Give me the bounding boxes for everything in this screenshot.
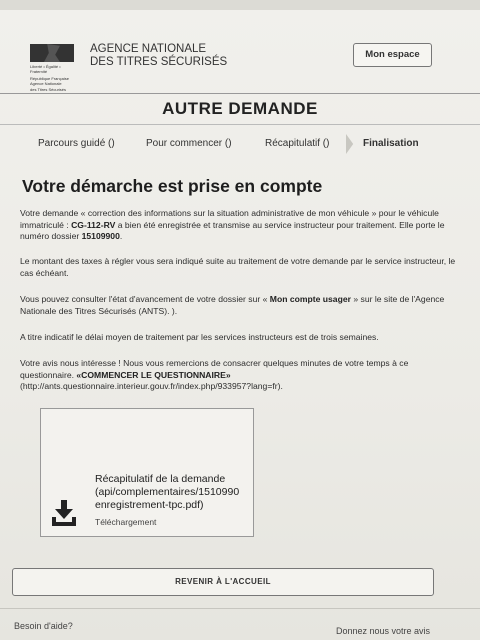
request-summary-paragraph bbox=[20, 208, 460, 243]
logo-org-line1: Agence Nationale bbox=[30, 81, 62, 86]
download-title-line3: enregistrement-tpc.pdf) bbox=[95, 499, 204, 511]
top-strip bbox=[0, 0, 480, 10]
download-card[interactable] bbox=[40, 408, 254, 537]
agency-name-line2: DES TITRES SÉCURISÉS bbox=[90, 56, 228, 68]
account-paragraph bbox=[20, 294, 460, 317]
download-title-line2: (api/complementaires/1510990 bbox=[95, 486, 240, 498]
confirmation-heading: Votre démarche est prise en compte bbox=[22, 176, 323, 196]
progress-steps bbox=[0, 134, 480, 154]
download-subtitle: Téléchargement bbox=[95, 517, 157, 527]
step-recapitulatif[interactable]: Récapitulatif () bbox=[265, 138, 330, 149]
logo-republic: République Française bbox=[30, 76, 69, 81]
mon-espace-button[interactable]: Mon espace bbox=[353, 43, 432, 67]
agency-name bbox=[90, 43, 227, 69]
marianne-logo-icon bbox=[30, 44, 74, 62]
steps-divider bbox=[0, 124, 480, 125]
vehicle-plate: CG-112-RV bbox=[71, 219, 116, 230]
taxes-paragraph: Le montant des taxes à régler vous sera indiqué suite au traitement de votre demande par le service instructeur, le cas échéant. bbox=[20, 256, 456, 278]
survey-paragraph bbox=[20, 358, 460, 393]
logo-org-line2: des Titres Sécurisés bbox=[30, 86, 67, 92]
mon-compte-usager-link[interactable]: Mon compte usager bbox=[269, 294, 351, 304]
agency-name-line1: AGENCE NATIONALE bbox=[90, 43, 207, 55]
survey-url[interactable]: (http://ants.questionnaire.interieur.gouv.fr/index.php/933957?lang=fr). bbox=[20, 381, 283, 391]
delay-paragraph: A titre indicatif le délai moyen de traitement par les services instructeurs est de trois semaines. bbox=[20, 332, 379, 342]
p3-text-b: » sur le site de l'Agence Nationale des Titres Sécurisés (ANTS). ). bbox=[20, 294, 445, 316]
p1-text-c: . bbox=[119, 231, 123, 241]
step-arrow-icon bbox=[346, 134, 358, 154]
download-title-line1: Récapitulatif de la demande bbox=[95, 473, 226, 485]
p5-text-a: Votre avis nous intéresse ! Nous vous remercions de consacrer quelques minutes de votre temps à ce questionnaire. bbox=[20, 358, 409, 380]
download-icon[interactable] bbox=[51, 499, 77, 527]
download-title[interactable] bbox=[95, 473, 239, 512]
p1-text-b: a bien été enregistrée et transmise au service instructeur pour traitement. Elle porte le numéro dossier bbox=[20, 219, 445, 241]
dossier-number: 15109900 bbox=[81, 231, 120, 241]
revenir-accueil-button[interactable]: REVENIR À L'ACCUEIL bbox=[12, 568, 434, 596]
p3-text-a: Vous pouvez consulter l'état d'avancement de votre dossier sur « bbox=[20, 294, 270, 304]
step-pour-commencer[interactable]: Pour commencer () bbox=[146, 138, 232, 149]
step-parcours-guide[interactable]: Parcours guidé () bbox=[38, 138, 115, 149]
help-link[interactable]: Besoin d'aide? bbox=[14, 621, 73, 631]
republique-francaise-logo[interactable] bbox=[30, 44, 78, 92]
questionnaire-link[interactable]: «COMMENCER LE QUESTIONNAIRE» bbox=[76, 369, 231, 380]
header-divider bbox=[0, 93, 480, 94]
step-finalisation: Finalisation bbox=[363, 138, 419, 149]
p1-text-a: Votre demande « correction des informations sur la situation administrative de mon véhicule » pour le véhicule immatriculé : bbox=[20, 208, 439, 230]
feedback-link[interactable]: Donnez nous votre avis bbox=[336, 626, 431, 636]
footer-divider bbox=[0, 608, 480, 609]
logo-motto: Liberté • Égalité • Fraternité bbox=[30, 64, 61, 74]
page-title: AUTRE DEMANDE bbox=[162, 99, 318, 118]
